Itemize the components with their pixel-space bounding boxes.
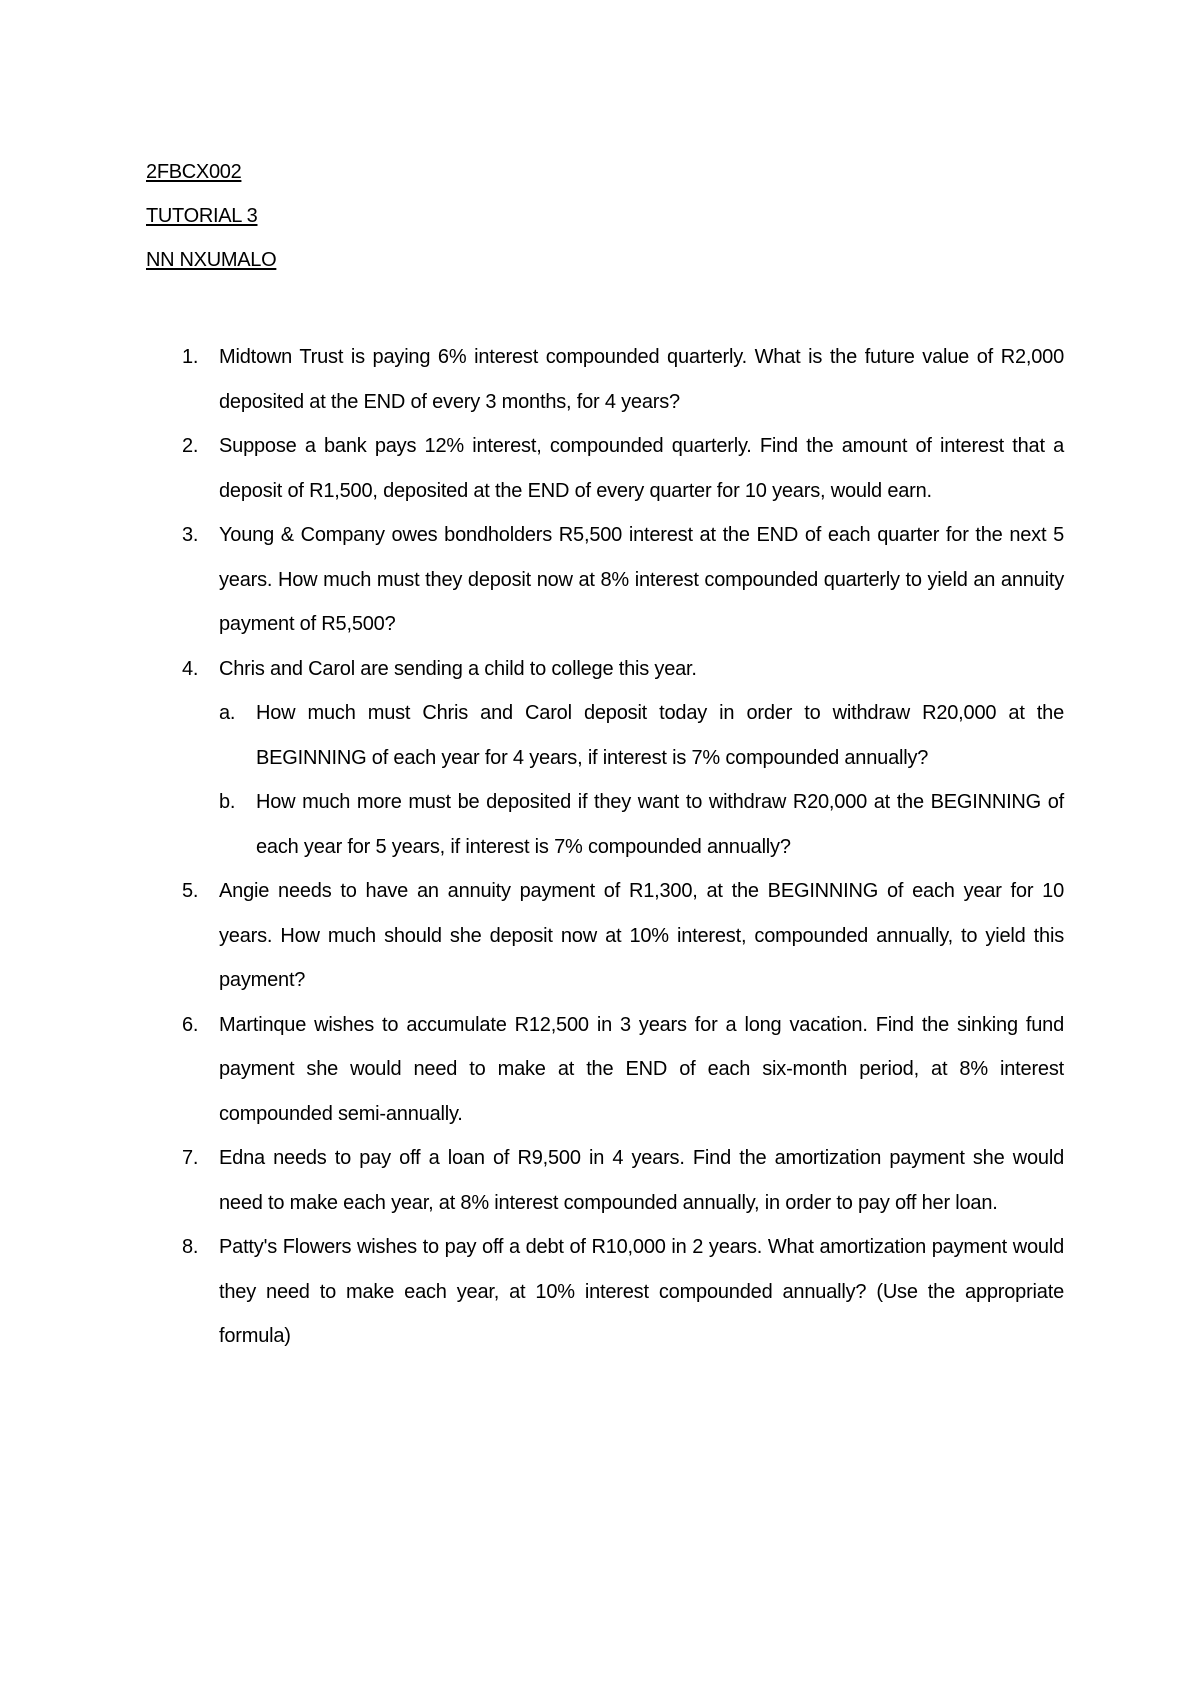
question-number: 4. [182,657,199,680]
sub-question-text: How much must Chris and Carol deposit today in order to withdraw R20,000 at the BEGINNING of each year for 4 years, if interest is 7% compounded annually? [256,702,1064,769]
question-text: Suppose a bank pays 12% interest, compounded quarterly. Find the amount of interest that a deposit of R1,500, deposited at the END of every quarter for 10 years, would earn. [219,435,1064,502]
question-number: 8. [182,1236,199,1258]
question-list [146,335,1064,1359]
question-item [146,335,1064,424]
tutorial-title: TUTORIAL 3 [146,205,258,227]
question-text: Young & Company owes bondholders R5,500 interest at the END of each quarter for the next 5 years. How much must they deposit now at 8% interest compounded quarterly to yield an annuity payment of R5,500? [219,524,1064,635]
question-number: 1. [182,346,199,368]
question-number: 5. [182,880,199,902]
question-item [146,1003,1064,1137]
question-text: Angie needs to have an annuity payment of R1,300, at the BEGINNING of each year for 10 years. How much should she deposit now at 10% interest, compounded annually, to yield this payment? [219,880,1064,991]
question-item [146,869,1064,1003]
sub-question-item [219,780,1064,869]
author-name: NN NXUMALO [146,249,277,271]
question-number: 2. [182,435,199,457]
question-number: 3. [182,524,199,546]
question-text: Martinque wishes to accumulate R12,500 in 3 years for a long vacation. Find the sinking fund payment she would need to make at the END of each six-month period, at 8% interest compounded semi-annually. [219,1013,1064,1125]
question-text: Edna needs to pay off a loan of R9,500 in 4 years. Find the amortization payment she would need to make each year, at 8% interest compounded annually, in order to pay off her loan. [219,1147,1064,1214]
question-item [146,647,1064,870]
question-item [146,424,1064,513]
document-header [146,150,276,282]
sub-question-letter: b. [219,791,236,813]
sub-question-text: How much more must be deposited if they want to withdraw R20,000 at the BEGINNING of each year for 5 years, if interest is 7% compounded annually? [256,791,1064,858]
sub-question-list [219,691,1064,869]
question-number: 7. [182,1147,199,1169]
sub-question-letter: a. [219,702,236,724]
question-item [146,1225,1064,1359]
question-number: 6. [182,1013,199,1036]
question-item [146,513,1064,647]
question-item [146,1136,1064,1225]
sub-question-item [219,691,1064,780]
course-code: 2FBCX002 [146,161,242,183]
question-text: Chris and Carol are sending a child to college this year. [219,657,697,680]
question-text: Patty's Flowers wishes to pay off a debt of R10,000 in 2 years. What amortization payment would they need to make each year, at 10% interest compounded annually? (Use the appropriate formula) [219,1236,1064,1347]
question-text: Midtown Trust is paying 6% interest compounded quarterly. What is the future value of R2,000 deposited at the END of every 3 months, for 4 years? [219,346,1064,413]
